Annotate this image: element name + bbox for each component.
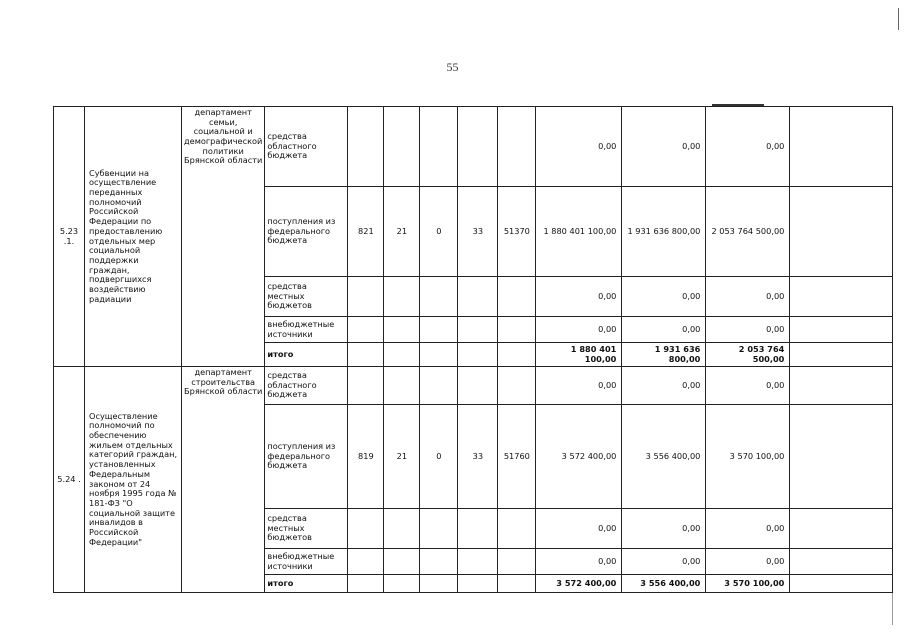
code-cell xyxy=(420,343,458,367)
code-cell xyxy=(348,107,384,187)
code-cell xyxy=(498,509,536,549)
code-cell xyxy=(420,277,458,317)
total-year3: 3 570 100,00 xyxy=(706,575,790,593)
extra-cell xyxy=(790,367,893,405)
code-cell xyxy=(498,367,536,405)
scan-edge-mark xyxy=(898,8,899,30)
code-cell xyxy=(420,367,458,405)
amount-year3: 0,00 xyxy=(706,509,790,549)
code-cell xyxy=(348,343,384,367)
code-cell xyxy=(384,367,420,405)
code-cell: 0 xyxy=(420,405,458,509)
code-cell xyxy=(420,509,458,549)
code-cell xyxy=(420,317,458,343)
code-cell xyxy=(420,549,458,575)
item-name: Осуществление полномочий по обеспечению жильем отдельных категорий граждан, установленных Федеральным законом от 24 ноября 1995 года № 181-ФЗ "О социальной защите инвалидов в Российской Федерации" xyxy=(85,367,182,593)
amount-year2: 0,00 xyxy=(622,317,706,343)
funding-source: внебюджетные источники xyxy=(265,549,348,575)
total-year1: 3 572 400,00 xyxy=(536,575,622,593)
code-cell: 821 xyxy=(348,187,384,277)
extra-cell xyxy=(790,187,893,277)
code-cell xyxy=(384,343,420,367)
code-cell xyxy=(498,277,536,317)
code-cell: 21 xyxy=(384,405,420,509)
funding-source: внебюджетные источники xyxy=(265,317,348,343)
amount-year1: 1 880 401 100,00 xyxy=(536,187,622,277)
code-cell xyxy=(458,367,498,405)
item-number: 5.24 . xyxy=(54,367,85,593)
code-cell xyxy=(498,575,536,593)
code-cell xyxy=(458,575,498,593)
code-cell xyxy=(458,317,498,343)
extra-cell xyxy=(790,317,893,343)
amount-year1: 0,00 xyxy=(536,107,622,187)
code-cell xyxy=(348,549,384,575)
total-year2: 1 931 636 800,00 xyxy=(622,343,706,367)
code-cell xyxy=(384,549,420,575)
code-cell xyxy=(420,575,458,593)
amount-year1: 0,00 xyxy=(536,317,622,343)
amount-year1: 3 572 400,00 xyxy=(536,405,622,509)
code-cell xyxy=(420,107,458,187)
amount-year2: 1 931 636 800,00 xyxy=(622,187,706,277)
code-cell xyxy=(348,317,384,343)
extra-cell xyxy=(790,509,893,549)
extra-cell xyxy=(790,343,893,367)
amount-year3: 3 570 100,00 xyxy=(706,405,790,509)
amount-year3: 0,00 xyxy=(706,277,790,317)
code-cell xyxy=(498,549,536,575)
budget-table xyxy=(53,106,893,593)
code-cell xyxy=(458,549,498,575)
extra-cell xyxy=(790,405,893,509)
amount-year3: 0,00 xyxy=(706,549,790,575)
total-year2: 3 556 400,00 xyxy=(622,575,706,593)
funding-source-total: итого xyxy=(265,575,348,593)
page-number: 55 xyxy=(446,60,459,74)
executor: департамент строительства Брянской области xyxy=(182,367,265,593)
code-cell xyxy=(458,107,498,187)
total-year1: 1 880 401 100,00 xyxy=(536,343,622,367)
extra-cell xyxy=(790,549,893,575)
amount-year3: 0,00 xyxy=(706,107,790,187)
code-cell xyxy=(498,343,536,367)
code-cell xyxy=(458,509,498,549)
code-cell xyxy=(348,367,384,405)
code-cell: 33 xyxy=(458,187,498,277)
code-cell xyxy=(384,575,420,593)
amount-year2: 0,00 xyxy=(622,107,706,187)
total-year3: 2 053 764 500,00 xyxy=(706,343,790,367)
amount-year3: 2 053 764 500,00 xyxy=(706,187,790,277)
amount-year1: 0,00 xyxy=(536,277,622,317)
code-cell: 0 xyxy=(420,187,458,277)
funding-source: средства областного бюджета xyxy=(265,107,348,187)
code-cell xyxy=(384,107,420,187)
table-row xyxy=(54,107,893,187)
code-cell xyxy=(384,317,420,343)
code-cell xyxy=(384,509,420,549)
code-cell xyxy=(384,277,420,317)
amount-year2: 0,00 xyxy=(622,277,706,317)
code-cell xyxy=(458,343,498,367)
amount-year2: 0,00 xyxy=(622,509,706,549)
item-name: Субвенции на осуществление переданных полномочий Российской Федерации по предоставлению отдельных мер социальной поддержки граждан, подвергшихся воздействию радиации xyxy=(85,107,182,367)
code-cell: 819 xyxy=(348,405,384,509)
extra-cell xyxy=(790,107,893,187)
item-number: 5.23 .1. xyxy=(54,107,85,367)
funding-source: поступления из федерального бюджета xyxy=(265,187,348,277)
code-cell: 51370 xyxy=(498,187,536,277)
amount-year2: 0,00 xyxy=(622,549,706,575)
code-cell: 33 xyxy=(458,405,498,509)
funding-source-total: итого xyxy=(265,343,348,367)
code-cell: 51760 xyxy=(498,405,536,509)
amount-year1: 0,00 xyxy=(536,509,622,549)
extra-cell xyxy=(790,277,893,317)
code-cell: 21 xyxy=(384,187,420,277)
code-cell xyxy=(498,317,536,343)
funding-source: средства областного бюджета xyxy=(265,367,348,405)
extra-cell xyxy=(790,575,893,593)
amount-year3: 0,00 xyxy=(706,367,790,405)
funding-source: средства местных бюджетов xyxy=(265,509,348,549)
code-cell xyxy=(458,277,498,317)
code-cell xyxy=(348,277,384,317)
amount-year3: 0,00 xyxy=(706,317,790,343)
code-cell xyxy=(348,575,384,593)
amount-year2: 3 556 400,00 xyxy=(622,405,706,509)
funding-source: поступления из федерального бюджета xyxy=(265,405,348,509)
amount-year1: 0,00 xyxy=(536,367,622,405)
code-cell xyxy=(348,509,384,549)
amount-year1: 0,00 xyxy=(536,549,622,575)
executor: департамент семьи, социальной и демографической политики Брянской области xyxy=(182,107,265,367)
table-row xyxy=(54,367,893,405)
code-cell xyxy=(498,107,536,187)
funding-source: средства местных бюджетов xyxy=(265,277,348,317)
amount-year2: 0,00 xyxy=(622,367,706,405)
